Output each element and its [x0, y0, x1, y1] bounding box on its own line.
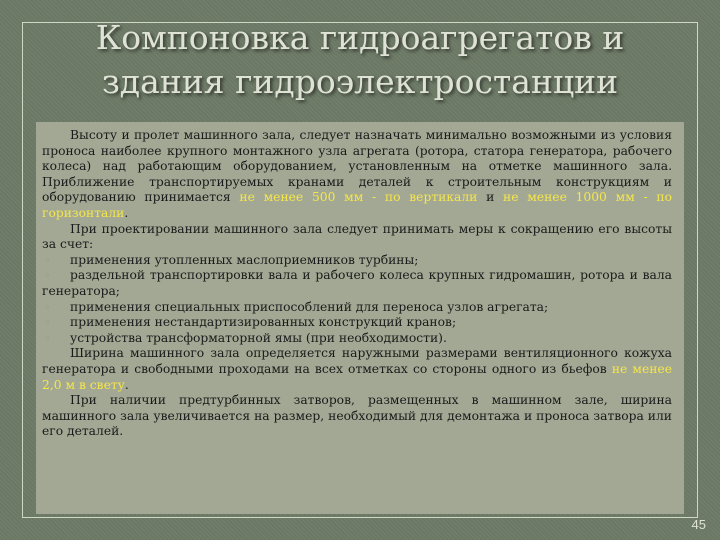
bullet-item [42, 300, 672, 316]
bullet-item [42, 315, 672, 331]
bullet-icon: ◦ [44, 253, 51, 267]
bullet-icon: ◦ [44, 331, 51, 345]
bullet-icon: ◦ [44, 269, 51, 283]
bullet-text: применения утопленных маслоприемников турбины; [70, 252, 419, 267]
page-number: 45 [691, 517, 706, 532]
p3-text: Ширина машинного зала определяется наружными размерами вентиляционного кожуха генератора и свободными проходами на всех отметках со стороны одного из бьефов [42, 346, 672, 376]
paragraph-height-span [42, 128, 672, 222]
bullet-text: раздельной транспортировки вала и рабочего колеса крупных гидромашин, ротора и вала генератора; [42, 268, 672, 298]
bullet-text: устройства трансформаторной ямы (при необходимости). [70, 330, 447, 345]
p3-end: . [124, 377, 129, 392]
title-line-2: здания гидроэлектростанции [101, 62, 619, 101]
bullet-text: применения специальных приспособлений для переноса узлов агрегата; [70, 299, 549, 314]
bullet-icon: ◦ [44, 316, 51, 330]
bullet-item [42, 331, 672, 347]
p1-text: Высоту и пролет машинного зала, следует назначать минимально возможными из условия проноса наиболее крупного монтажного узла агрегата (ротора, статора генератора, рабочего колеса) над работающим оборудованием, установленным на отметке машинного зала. Приближение транспортируемых кранами деталей к строительным конструкциям и оборудованию принимается [42, 128, 672, 205]
bullet-item [42, 268, 672, 299]
bullet-text: применения нестандартизированных конструкций кранов; [70, 315, 457, 330]
p1-end: . [124, 205, 129, 220]
slide-body [42, 128, 672, 440]
p1-highlight-vertical: не менее 500 мм - по вертикали [239, 190, 478, 205]
p1-highlight-horizontal: не менее 1000 мм - по горизонтали [42, 190, 672, 220]
p3-highlight: не менее 2,0 м в свету [42, 361, 672, 392]
bullet-icon: ◦ [44, 300, 51, 314]
title-line-1: Компоновка гидроагрегатов и [95, 18, 625, 57]
paragraph-height-reduction: При проектировании машинного зала следует принимать меры к сокращению его высоты за счет: [42, 221, 672, 252]
bullet-item [42, 253, 672, 269]
paragraph-gates: При наличии предтурбинных затворов, размещенных в машинном зале, ширина машинного зала увеличивается на размер, необходимый для демонтажа и проноса затвора или его деталей. [42, 393, 672, 439]
p1-mid: и [477, 190, 504, 205]
slide-title [40, 16, 680, 104]
paragraph-width [42, 346, 672, 393]
